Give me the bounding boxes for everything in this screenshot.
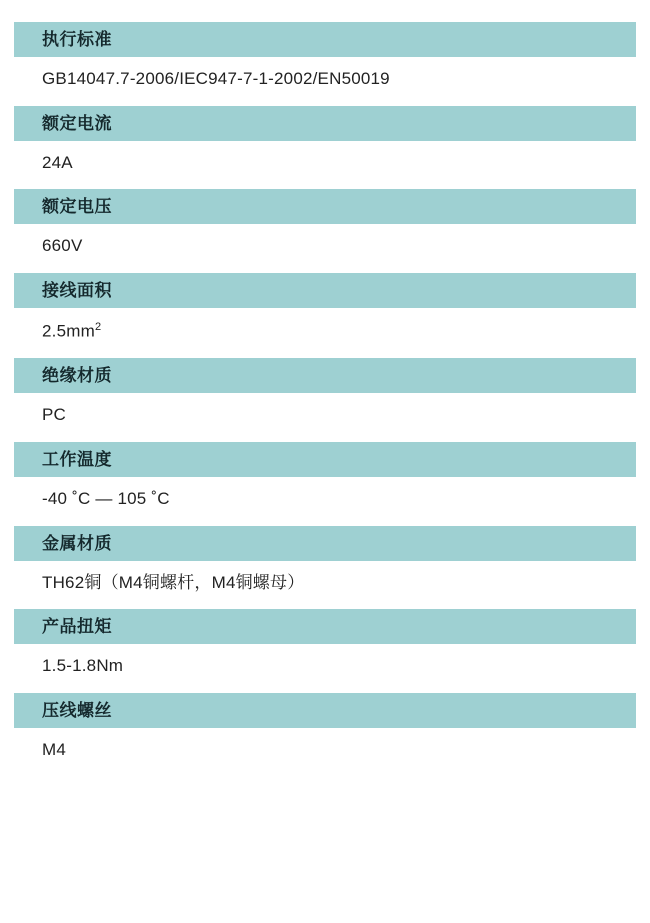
spec-row xyxy=(14,273,636,341)
spec-value-clamping-screw: M4 xyxy=(42,740,67,760)
spec-label-insulation-material: 绝缘材质 xyxy=(14,358,636,393)
spec-value-operating-temperature: -40 ˚C — 105 ˚C xyxy=(42,489,170,509)
spec-row xyxy=(14,693,636,760)
spec-value-product-torque: 1.5-1.8Nm xyxy=(42,656,124,676)
spec-label-wiring-area: 接线面积 xyxy=(14,273,636,308)
spec-label-product-torque: 产品扭矩 xyxy=(14,609,636,644)
spec-label-clamping-screw: 压线螺丝 xyxy=(14,693,636,728)
spec-value-rated-current: 24A xyxy=(42,152,73,172)
spec-value-execution-standard: GB14047.7-2006/IEC947-7-1-2002/EN50019 xyxy=(42,69,390,88)
spec-label-metal-material: 金属材质 xyxy=(14,526,636,561)
spec-value-metal-material: TH62铜（M4铜螺杆，M4铜螺母） xyxy=(42,572,305,592)
spec-label-execution-standard: 执行标准 xyxy=(14,22,636,57)
spec-label-rated-voltage: 额定电压 xyxy=(14,189,636,224)
spec-value-rated-voltage: 660V xyxy=(42,236,83,256)
spec-row xyxy=(14,609,636,676)
spec-row xyxy=(14,442,636,509)
spec-label-rated-current: 额定电流 xyxy=(14,106,636,141)
wiring-area-superscript: 2 xyxy=(94,321,102,334)
spec-row xyxy=(14,526,636,593)
spec-value-insulation-material: PC xyxy=(42,405,67,425)
spec-row xyxy=(14,189,636,256)
spec-row xyxy=(14,106,636,173)
wiring-area-number: 2.5mm xyxy=(42,321,95,341)
spec-row xyxy=(14,358,636,425)
spec-value-wiring-area xyxy=(14,308,636,341)
spec-row xyxy=(14,22,636,89)
spec-label-operating-temperature: 工作温度 xyxy=(14,442,636,477)
